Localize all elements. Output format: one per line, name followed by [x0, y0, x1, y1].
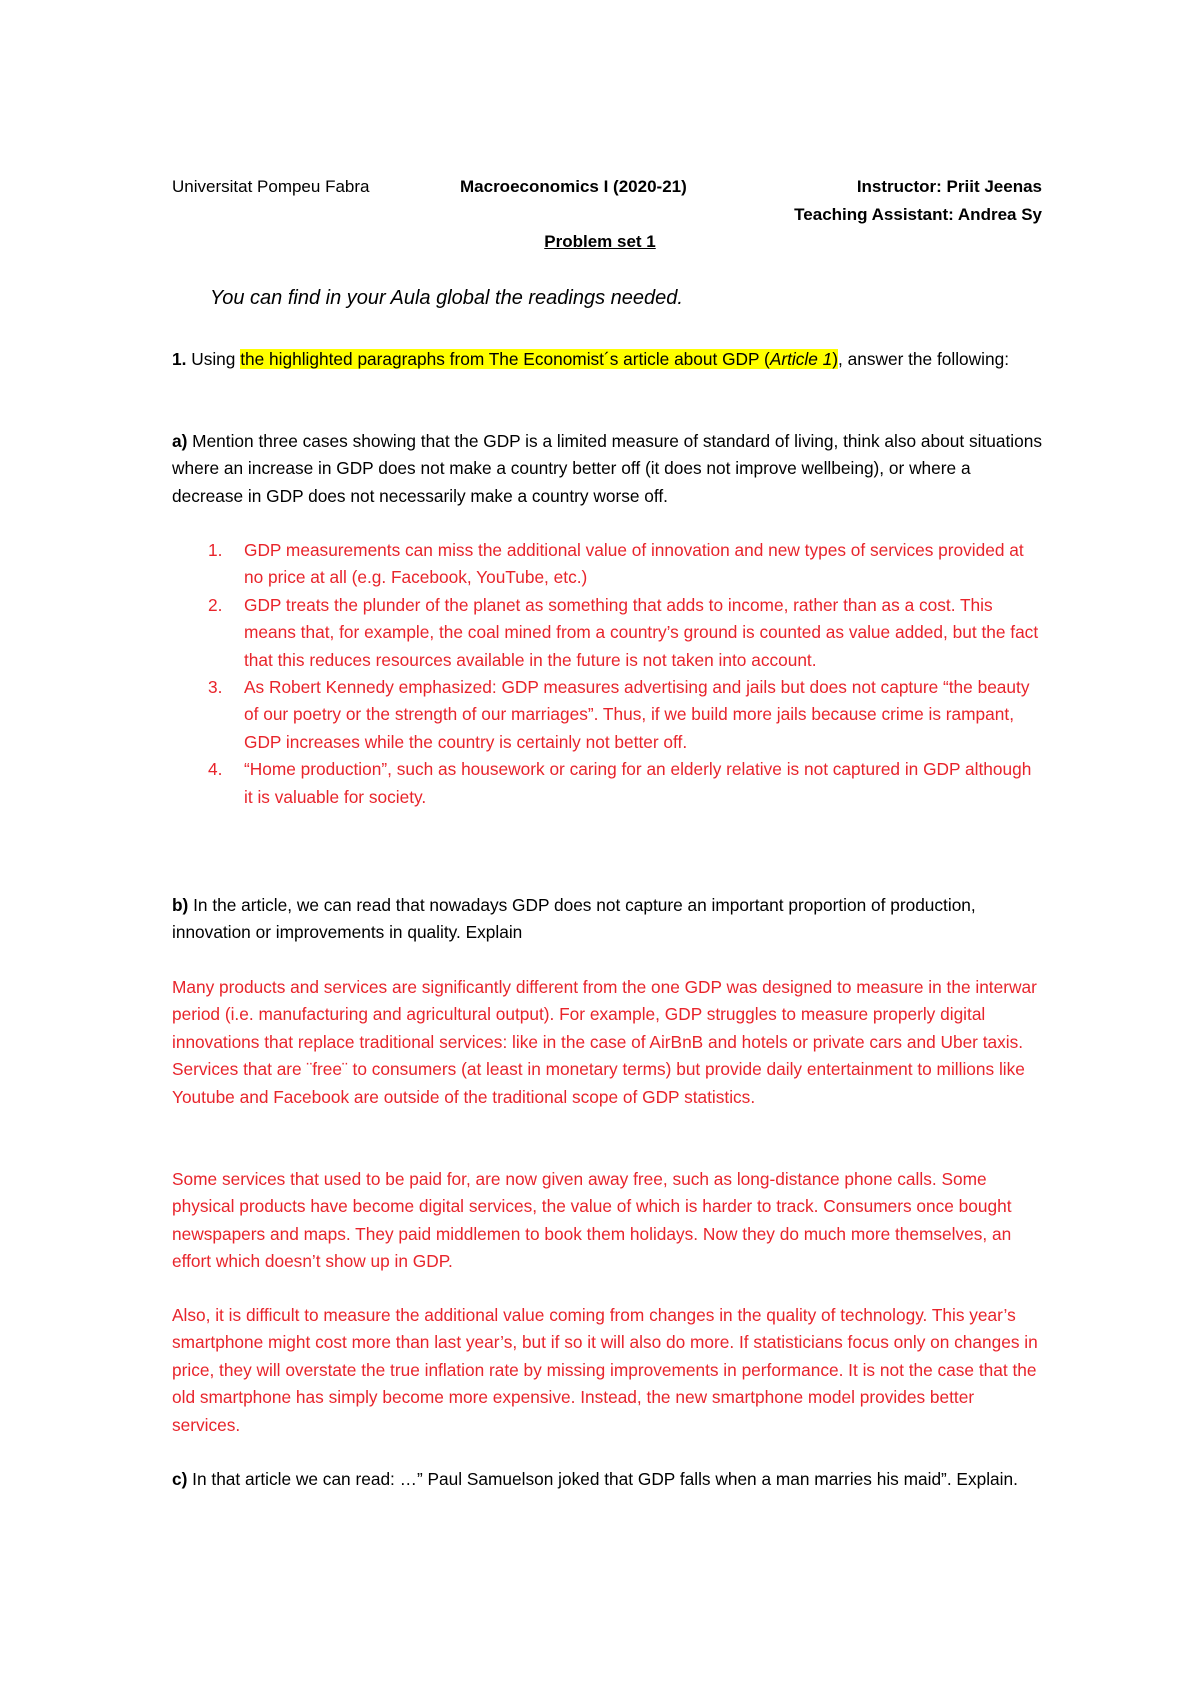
- list-item: [208, 537, 1042, 592]
- part-c-label: c): [172, 1469, 188, 1489]
- list-item: [208, 674, 1042, 756]
- part-b-question: [172, 892, 1042, 947]
- page-title: Problem set 1: [544, 232, 656, 251]
- teaching-assistant-name: Teaching Assistant: Andrea Sy: [794, 205, 1042, 224]
- part-a-answer-list: [172, 537, 1042, 811]
- list-item-text: GDP treats the plunder of the planet as something that adds to income, rather than as a cost. This means that, for example, the coal mined from a country’s ground is counted as value added, but the fact that this reduces resources available in the future is not taken into account.: [244, 594, 1039, 670]
- list-item-number: 2.: [208, 594, 223, 615]
- highlighted-reference: [240, 349, 838, 369]
- list-item-number: 3.: [208, 677, 223, 698]
- part-b-answer-paragraph-2: Some services that used to be paid for, are now given away free, such as long-distance phone calls. Some physical products have become digital services, the value of which is harder to track. Consumers once bought newspapers and maps. They paid middlemen to book them holidays. Now they do much more themselves, an effort which doesn’t show up in GDP.: [172, 1169, 1012, 1272]
- part-c-question: [172, 1466, 1042, 1493]
- highlight-close: ): [832, 349, 839, 369]
- question-prefix: Using: [186, 349, 241, 369]
- article-reference: Article 1: [769, 349, 833, 369]
- part-a-text: Mention three cases showing that the GDP is a limited measure of standard of living, think also about situations where an increase in GDP does not make a country better off (it does not improve wellbeing), or where a decrease in GDP does not necessarily make a country worse off.: [172, 431, 1042, 506]
- list-item-text: As Robert Kennedy emphasized: GDP measures advertising and jails but does not capture “the beauty of our poetry or the strength of our marriages”. Thus, if we build more jails because crime is rampant, GDP increases while the country is certainly not better off.: [244, 677, 1030, 752]
- question-suffix: , answer the following:: [838, 349, 1009, 369]
- list-item: [208, 592, 1042, 674]
- instructor-name: Instructor: Priit Jeenas: [856, 177, 1042, 196]
- course-name: Macroeconomics I (2020-21): [460, 177, 687, 196]
- list-item: [208, 756, 1042, 811]
- question-number: 1.: [172, 349, 187, 369]
- part-b-answer-paragraph-3: Also, it is difficult to measure the additional value coming from changes in the quality of technology. This year’s smartphone might cost more than last year’s, but if so it will also do more. If statisticians focus only on changes in price, they will overstate the true inflation rate by missing improvements in performance. It is not the case that the old smartphone has simply become more expensive. Instead, the new smartphone model provides better services.: [172, 1305, 1038, 1435]
- list-item-number: 1.: [208, 540, 223, 560]
- list-item-text: “Home production”, such as housework or caring for an elderly relative is not captured in GDP although it is valuable for society.: [244, 759, 1032, 807]
- highlight-text: the highlighted paragraphs from The Economist´s article about GDP (: [240, 349, 770, 369]
- part-c-text: In that article we can read: …” Paul Samuelson joked that GDP falls when a man marries his maid”. Explain.: [187, 1469, 1018, 1489]
- part-a-question: [172, 428, 1042, 510]
- list-item-number: 4.: [208, 759, 223, 780]
- university-name: Universitat Pompeu Fabra: [172, 177, 370, 196]
- intro-note: You can find in your Aula global the readings needed.: [210, 287, 683, 309]
- part-b-answer-paragraph-1: Many products and services are significantly different from the one GDP was designed to measure in the interwar period (i.e. manufacturing and agricultural output). For example, GDP struggles to measure properly digital innovations that replace traditional services: like in the case of AirBnB and hotels or private cars and Uber taxis. Services that are ¨free¨ to consumers (at least in monetary terms) but provide daily entertainment to millions like Youtube and Facebook are outside of the traditional scope of GDP statistics.: [172, 977, 1037, 1107]
- list-item-text: GDP measurements can miss the additional value of innovation and new types of services provided at no price at all (e.g. Facebook, YouTube, etc.): [244, 540, 1024, 588]
- part-a-label: a): [172, 431, 188, 451]
- part-b-label: b): [172, 895, 189, 915]
- question-1: [172, 346, 1042, 373]
- part-b-text: In the article, we can read that nowadays GDP does not capture an important proportion of production, innovation or improvements in quality. Explain: [172, 895, 976, 943]
